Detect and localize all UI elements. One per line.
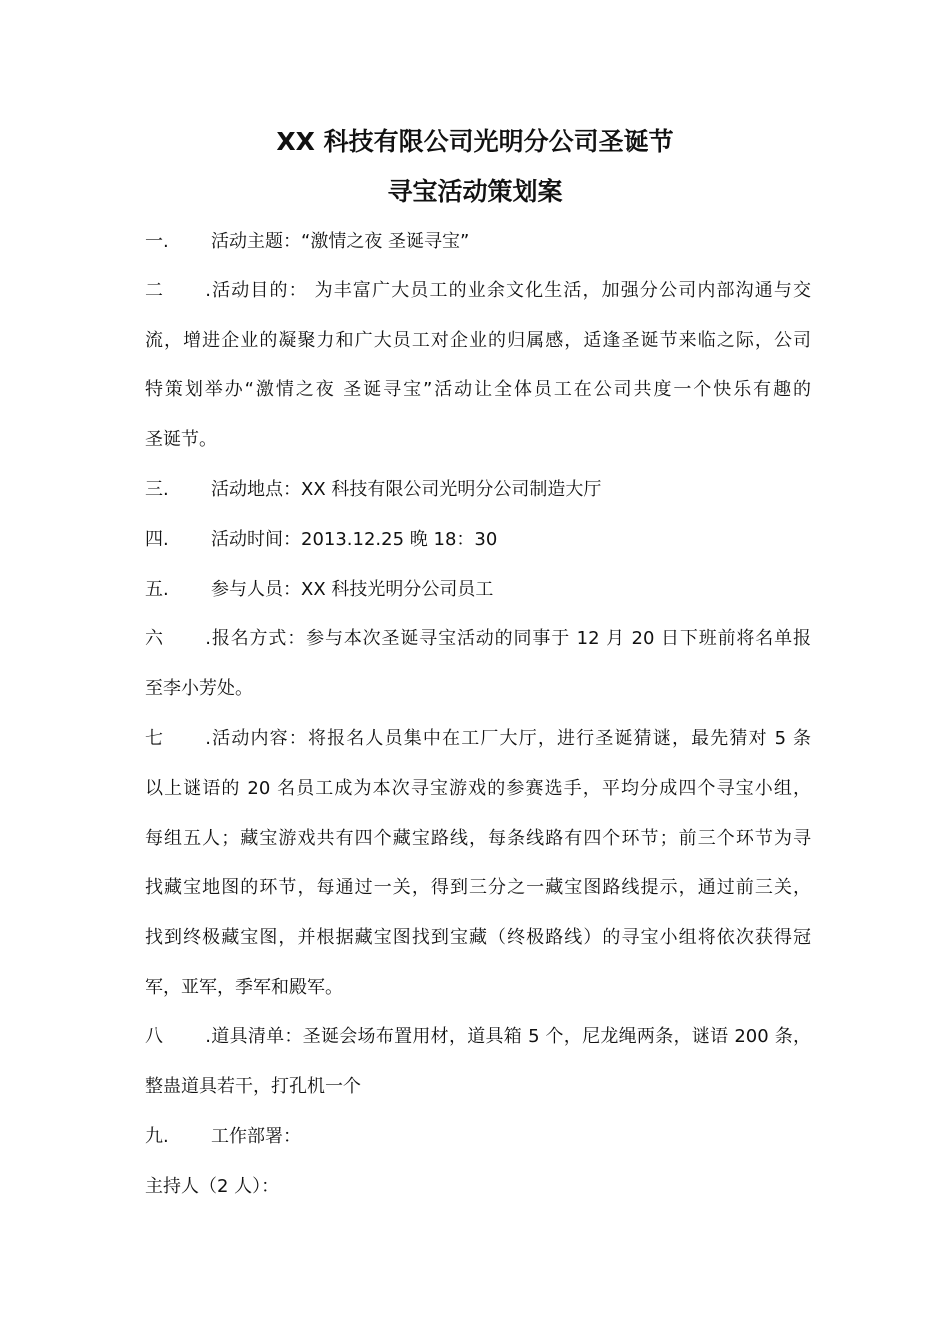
section-3-line — [145, 475, 811, 505]
section-number: 二. — [145, 280, 211, 301]
section-number: 三. — [145, 479, 169, 500]
section-7-line-4: 找藏宝地图的环节，每通过一关，得到三分之一藏宝图路线提示，通过前三关， — [145, 877, 811, 898]
section-number: 七. — [145, 728, 211, 749]
section-6-line-2: 至李小芳处。 — [145, 678, 253, 699]
section-7-line-3: 每组五人；藏宝游戏共有四个藏宝路线，每条线路有四个环节；前三个环节为寻 — [145, 828, 811, 849]
section-text: 工作部署： — [211, 1126, 301, 1147]
section-text: 报名方式：参与本次圣诞寻宝活动的同事于 12 月 20 日下班前将名单报 — [211, 628, 811, 649]
section-text: 道具清单：圣诞会场布置用材，道具箱 5 个，尼龙绳两条，谜语 200 条， — [211, 1026, 811, 1047]
section-text: 活动时间：2013.12.25 晚 18：30 — [211, 529, 498, 550]
document-title-line-2: 寻宝活动策划案 — [387, 177, 563, 206]
section-text: 活动目的： 为丰富广大员工的业余文化生活，加强分公司内部沟通与交 — [211, 280, 811, 301]
section-text: 活动地点：XX 科技有限公司光明分公司制造大厅 — [211, 479, 602, 500]
section-number: 八. — [145, 1026, 211, 1047]
section-number: 五. — [145, 579, 169, 600]
section-8-line-1 — [145, 1022, 811, 1052]
section-2-line-3: 特策划举办“激情之夜 圣诞寻宝”活动让全体员工在公司共度一个快乐有趣的 — [145, 379, 811, 400]
section-number: 四. — [145, 529, 169, 550]
section-text: 活动主题：“激情之夜 圣诞寻宝” — [211, 231, 470, 252]
section-7-line-6: 军，亚军，季军和殿军。 — [145, 977, 343, 998]
section-number: 一. — [145, 231, 169, 252]
section-number: 六. — [145, 628, 211, 649]
section-4-line — [145, 525, 811, 555]
section-5-line — [145, 575, 811, 605]
section-8-line-2: 整蛊道具若干，打孔机一个 — [145, 1076, 361, 1097]
section-7-line-2: 以上谜语的 20 名员工成为本次寻宝游戏的参赛选手，平均分成四个寻宝小组， — [145, 778, 811, 799]
section-text: 参与人员：XX 科技光明分公司员工 — [211, 579, 494, 600]
section-6-line-1 — [145, 624, 811, 654]
section-7-line-5: 找到终极藏宝图，并根据藏宝图找到宝藏（终极路线）的寻宝小组将依次获得冠 — [145, 927, 811, 948]
section-number: 九. — [145, 1126, 169, 1147]
section-text: 活动内容：将报名人员集中在工厂大厅，进行圣诞猜谜，最先猜对 5 条 — [211, 728, 811, 749]
section-7-line-1 — [145, 724, 811, 754]
section-2-line-4: 圣诞节。 — [145, 429, 217, 450]
section-1-line — [145, 227, 811, 257]
document-title-line-1: XX 科技有限公司光明分公司圣诞节 — [276, 127, 674, 156]
host-line: 主持人（2 人）： — [145, 1176, 280, 1197]
section-2-line-1 — [145, 276, 811, 306]
section-2-line-2: 流，增进企业的凝聚力和广大员工对企业的归属感，适逢圣诞节来临之际，公司 — [145, 330, 811, 351]
section-9-line — [145, 1122, 811, 1152]
